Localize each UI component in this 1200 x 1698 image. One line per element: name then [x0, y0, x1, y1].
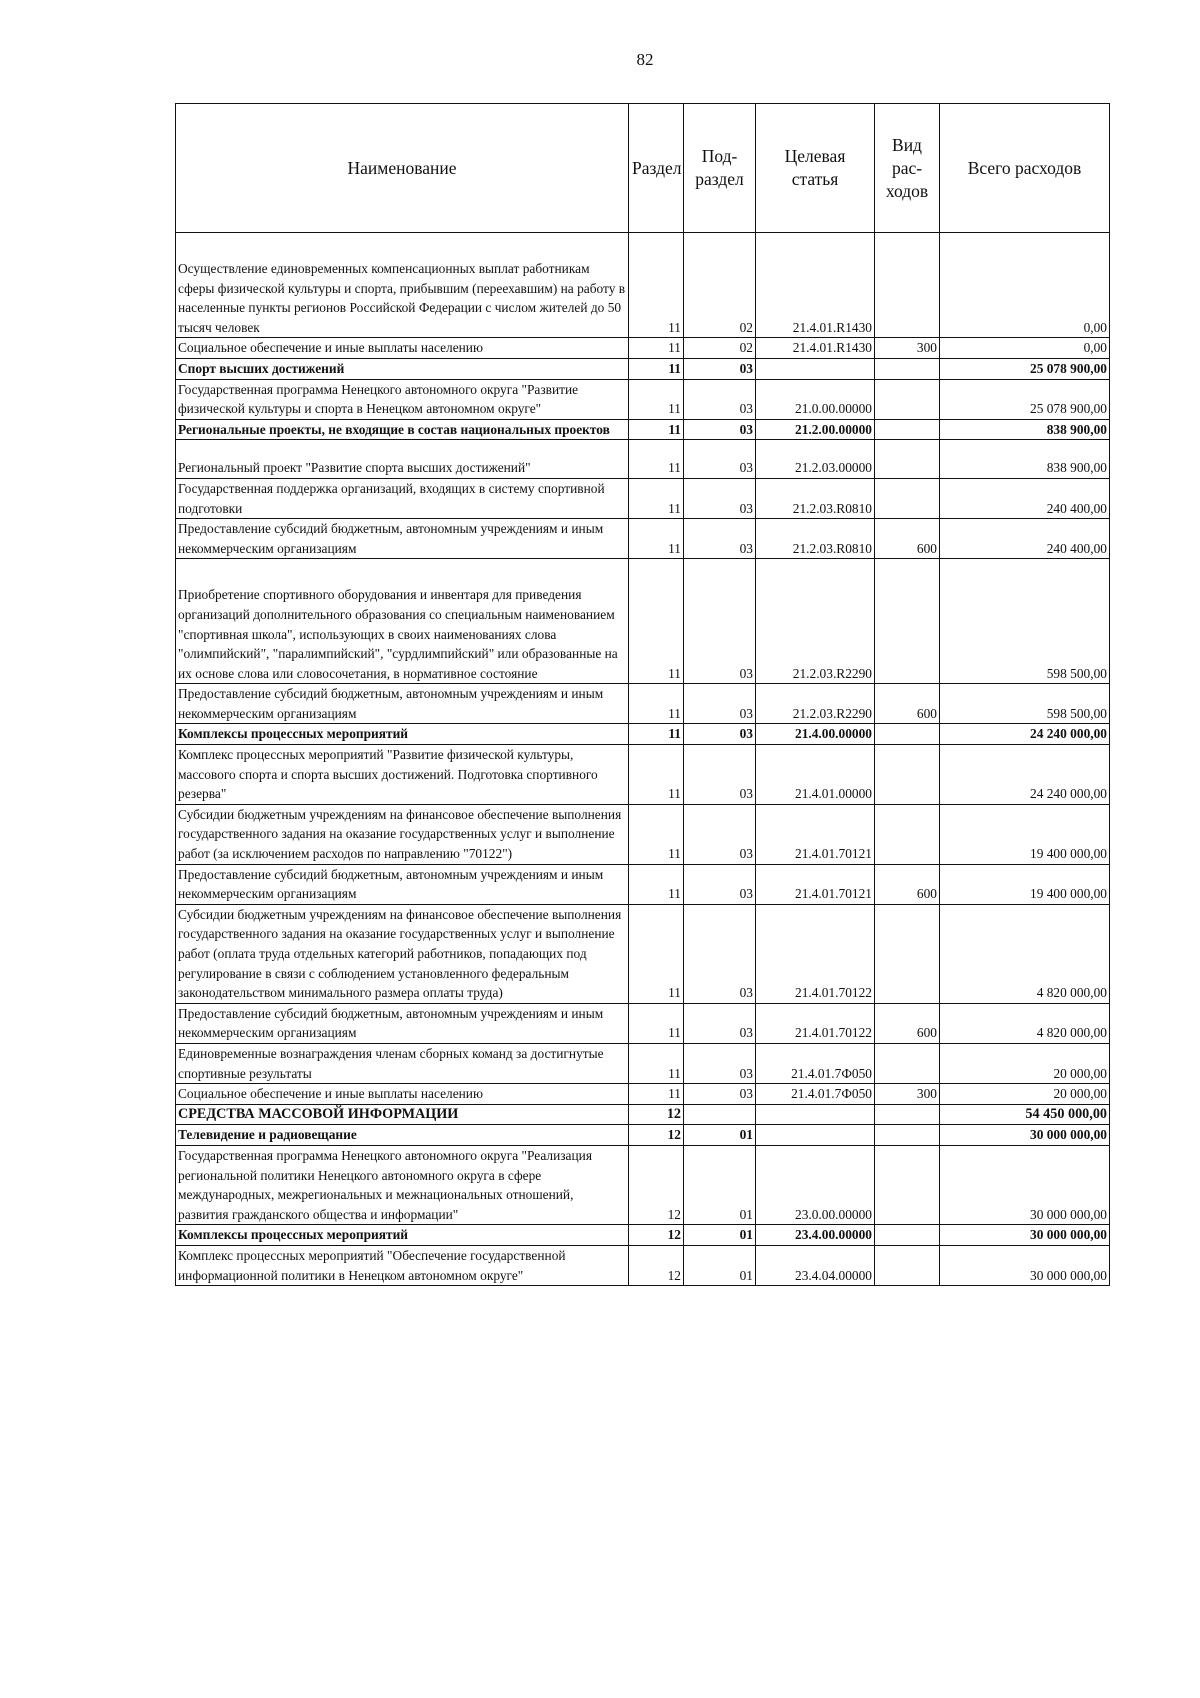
row-vid-rashodov [875, 358, 940, 379]
row-vid-rashodov [875, 440, 940, 479]
row-total: 30 000 000,00 [940, 1145, 1110, 1224]
row-razdel: 11 [629, 338, 684, 359]
row-vid-rashodov: 600 [875, 519, 940, 559]
table-header-row [176, 104, 1110, 233]
row-podrazdel: 03 [684, 1003, 756, 1043]
table-row [176, 724, 1110, 745]
row-vid-rashodov [875, 419, 940, 440]
row-name: Государственная поддержка организаций, входящих в систему спортивной подготовки [176, 478, 629, 518]
row-total: 54 450 000,00 [940, 1104, 1110, 1125]
row-podrazdel: 03 [684, 804, 756, 864]
table-row [176, 1145, 1110, 1224]
row-podrazdel: 03 [684, 684, 756, 724]
row-celevaya-statya [756, 1104, 875, 1125]
row-podrazdel: 01 [684, 1145, 756, 1224]
row-celevaya-statya: 21.4.01.70121 [756, 804, 875, 864]
table-row [176, 1104, 1110, 1125]
row-name: Комплекс процессных мероприятий "Обеспечение государственной информационной политики в Ненецком автономном округе" [176, 1245, 629, 1285]
row-celevaya-statya: 23.4.00.00000 [756, 1225, 875, 1246]
row-name: Комплексы процессных мероприятий [176, 1225, 629, 1246]
row-name: Осуществление единовременных компенсационных выплат работникам сферы физической культуры и спорта, прибывшим (переехавшим) на работу в населенные пункты регионов Российской Федерации с числом жителей до 50 тысяч человек [176, 233, 629, 338]
row-celevaya-statya: 21.4.01.7Ф050 [756, 1084, 875, 1105]
row-vid-rashodov [875, 559, 940, 684]
table-row [176, 1225, 1110, 1246]
row-podrazdel: 03 [684, 724, 756, 745]
row-total: 25 078 900,00 [940, 358, 1110, 379]
row-celevaya-statya: 21.2.03.R2290 [756, 559, 875, 684]
row-razdel: 12 [629, 1104, 684, 1125]
row-total: 4 820 000,00 [940, 904, 1110, 1003]
row-total: 30 000 000,00 [940, 1125, 1110, 1146]
row-total: 598 500,00 [940, 559, 1110, 684]
row-vid-rashodov [875, 1043, 940, 1083]
row-name: Субсидии бюджетным учреждениям на финансовое обеспечение выполнения государственного задания на оказание государственных услуг и выполнение работ (оплата труда отдельных категорий работников, попадающих под регулирование в связи с соблюдением установленного федеральным законодательством минимального размера оплаты труда) [176, 904, 629, 1003]
row-vid-rashodov [875, 1125, 940, 1146]
table-row [176, 440, 1110, 479]
row-celevaya-statya: 21.4.01.70122 [756, 1003, 875, 1043]
table-row [176, 1003, 1110, 1043]
row-vid-rashodov [875, 478, 940, 518]
budget-table [175, 103, 1110, 1286]
row-name: Государственная программа Ненецкого автономного округа "Развитие физической культуры и спорта в Ненецком автономном округе" [176, 379, 629, 419]
row-vid-rashodov [875, 804, 940, 864]
row-celevaya-statya: 21.2.03.R0810 [756, 519, 875, 559]
table-row [176, 478, 1110, 518]
row-name: Комплекс процессных мероприятий "Развитие физической культуры, массового спорта и спорта высших достижений. Подготовка спортивного резерва" [176, 745, 629, 805]
row-total: 0,00 [940, 338, 1110, 359]
table-row [176, 338, 1110, 359]
table-row [176, 1043, 1110, 1083]
row-name: СРЕДСТВА МАССОВОЙ ИНФОРМАЦИИ [176, 1104, 629, 1125]
row-name: Субсидии бюджетным учреждениям на финансовое обеспечение выполнения государственного задания на оказание государственных услуг и выполнение работ (за исключением расходов по направлению "70122") [176, 804, 629, 864]
table-row [176, 1125, 1110, 1146]
row-podrazdel: 03 [684, 1043, 756, 1083]
row-razdel: 11 [629, 559, 684, 684]
row-vid-rashodov [875, 904, 940, 1003]
row-podrazdel: 03 [684, 478, 756, 518]
row-podrazdel: 03 [684, 864, 756, 904]
row-total: 4 820 000,00 [940, 1003, 1110, 1043]
row-total: 19 400 000,00 [940, 804, 1110, 864]
row-razdel: 12 [629, 1125, 684, 1146]
row-vid-rashodov: 600 [875, 684, 940, 724]
row-celevaya-statya: 21.2.00.00000 [756, 419, 875, 440]
row-razdel: 11 [629, 478, 684, 518]
row-celevaya-statya: 21.2.03.R2290 [756, 684, 875, 724]
row-total: 25 078 900,00 [940, 379, 1110, 419]
row-razdel: 11 [629, 440, 684, 479]
row-celevaya-statya: 21.4.01.7Ф050 [756, 1043, 875, 1083]
table-row [176, 358, 1110, 379]
table-row [176, 519, 1110, 559]
row-celevaya-statya [756, 1125, 875, 1146]
row-podrazdel: 03 [684, 519, 756, 559]
table-row [176, 379, 1110, 419]
row-podrazdel [684, 1104, 756, 1125]
row-razdel: 11 [629, 1043, 684, 1083]
row-podrazdel: 03 [684, 745, 756, 805]
row-vid-rashodov: 600 [875, 864, 940, 904]
row-total: 20 000,00 [940, 1043, 1110, 1083]
row-celevaya-statya: 23.0.00.00000 [756, 1145, 875, 1224]
row-razdel: 12 [629, 1225, 684, 1246]
header-vid-rashodov: Вид рас- ходов [875, 104, 940, 233]
row-razdel: 11 [629, 1084, 684, 1105]
row-razdel: 11 [629, 684, 684, 724]
row-total: 24 240 000,00 [940, 724, 1110, 745]
row-celevaya-statya: 21.4.01.70121 [756, 864, 875, 904]
table-row [176, 559, 1110, 684]
table-row [176, 804, 1110, 864]
row-podrazdel: 02 [684, 233, 756, 338]
row-celevaya-statya: 21.4.00.00000 [756, 724, 875, 745]
row-celevaya-statya: 21.2.03.R0810 [756, 478, 875, 518]
row-name: Социальное обеспечение и иные выплаты населению [176, 338, 629, 359]
row-celevaya-statya: 21.4.01.R1430 [756, 233, 875, 338]
row-vid-rashodov: 600 [875, 1003, 940, 1043]
row-podrazdel: 01 [684, 1225, 756, 1246]
row-total: 0,00 [940, 233, 1110, 338]
row-name: Социальное обеспечение и иные выплаты населению [176, 1084, 629, 1105]
row-total: 240 400,00 [940, 519, 1110, 559]
row-podrazdel: 02 [684, 338, 756, 359]
row-podrazdel: 03 [684, 559, 756, 684]
row-razdel: 12 [629, 1145, 684, 1224]
row-name: Предоставление субсидий бюджетным, автономным учреждениям и иным некоммерческим организациям [176, 1003, 629, 1043]
table-row [176, 419, 1110, 440]
row-name: Региональный проект "Развитие спорта высших достижений" [176, 440, 629, 479]
row-razdel: 11 [629, 358, 684, 379]
header-podrazdel: Под- раздел [684, 104, 756, 233]
row-total: 838 900,00 [940, 440, 1110, 479]
table-row [176, 233, 1110, 338]
row-podrazdel: 03 [684, 379, 756, 419]
table-row [176, 1084, 1110, 1105]
row-total: 30 000 000,00 [940, 1245, 1110, 1285]
row-vid-rashodov [875, 745, 940, 805]
row-podrazdel: 03 [684, 358, 756, 379]
row-podrazdel: 03 [684, 1084, 756, 1105]
row-razdel: 11 [629, 864, 684, 904]
row-name: Предоставление субсидий бюджетным, автономным учреждениям и иным некоммерческим организациям [176, 519, 629, 559]
table-row [176, 745, 1110, 805]
row-razdel: 11 [629, 745, 684, 805]
header-total: Всего расходов [940, 104, 1110, 233]
row-podrazdel: 03 [684, 419, 756, 440]
table-row [176, 864, 1110, 904]
row-razdel: 11 [629, 724, 684, 745]
row-total: 24 240 000,00 [940, 745, 1110, 805]
row-vid-rashodov [875, 1104, 940, 1125]
row-total: 838 900,00 [940, 419, 1110, 440]
row-podrazdel: 03 [684, 904, 756, 1003]
row-name: Спорт высших достижений [176, 358, 629, 379]
row-total: 19 400 000,00 [940, 864, 1110, 904]
header-name: Наименование [176, 104, 629, 233]
row-vid-rashodov [875, 1245, 940, 1285]
row-vid-rashodov [875, 724, 940, 745]
row-total: 598 500,00 [940, 684, 1110, 724]
row-name: Приобретение спортивного оборудования и инвентаря для приведения организаций дополнительного образования со специальным наименованием "спортивная школа", использующих в своих наименованиях слова "олимпийский", "паралимпийский", "сурдлимпийский" или образованные на их основе слова или словосочетания, в нормативное состояние [176, 559, 629, 684]
row-podrazdel: 03 [684, 440, 756, 479]
row-total: 20 000,00 [940, 1084, 1110, 1105]
row-vid-rashodov [875, 1225, 940, 1246]
row-vid-rashodov [875, 233, 940, 338]
row-celevaya-statya [756, 358, 875, 379]
row-vid-rashodov [875, 1145, 940, 1224]
table-row [176, 684, 1110, 724]
row-razdel: 11 [629, 904, 684, 1003]
page-number: 82 [636, 50, 654, 69]
row-podrazdel: 01 [684, 1245, 756, 1285]
row-celevaya-statya: 21.4.01.70122 [756, 904, 875, 1003]
row-celevaya-statya: 23.4.04.00000 [756, 1245, 875, 1285]
table-row [176, 1245, 1110, 1285]
row-celevaya-statya: 21.2.03.00000 [756, 440, 875, 479]
row-podrazdel: 01 [684, 1125, 756, 1146]
row-total: 30 000 000,00 [940, 1225, 1110, 1246]
row-name: Региональные проекты, не входящие в состав национальных проектов [176, 419, 629, 440]
row-razdel: 11 [629, 519, 684, 559]
header-celevaya-statya: Целевая статья [756, 104, 875, 233]
row-total: 240 400,00 [940, 478, 1110, 518]
table-row [176, 904, 1110, 1003]
row-razdel: 11 [629, 379, 684, 419]
row-razdel: 12 [629, 1245, 684, 1285]
row-razdel: 11 [629, 1003, 684, 1043]
header-razdel: Раздел [629, 104, 684, 233]
row-razdel: 11 [629, 419, 684, 440]
row-celevaya-statya: 21.4.01.R1430 [756, 338, 875, 359]
row-name: Предоставление субсидий бюджетным, автономным учреждениям и иным некоммерческим организациям [176, 684, 629, 724]
row-name: Единовременные вознаграждения членам сборных команд за достигнутые спортивные результаты [176, 1043, 629, 1083]
row-celevaya-statya: 21.4.01.00000 [756, 745, 875, 805]
row-name: Комплексы процессных мероприятий [176, 724, 629, 745]
row-vid-rashodov: 300 [875, 338, 940, 359]
row-vid-rashodov [875, 379, 940, 419]
row-name: Предоставление субсидий бюджетным, автономным учреждениям и иным некоммерческим организациям [176, 864, 629, 904]
row-name: Телевидение и радиовещание [176, 1125, 629, 1146]
row-celevaya-statya: 21.0.00.00000 [756, 379, 875, 419]
row-razdel: 11 [629, 233, 684, 338]
row-vid-rashodov: 300 [875, 1084, 940, 1105]
row-razdel: 11 [629, 804, 684, 864]
row-name: Государственная программа Ненецкого автономного округа "Реализация региональной политики Ненецкого автономного округа в сфере международных, межрегиональных и межнациональных отношений, развития гражданского общества и информации" [176, 1145, 629, 1224]
